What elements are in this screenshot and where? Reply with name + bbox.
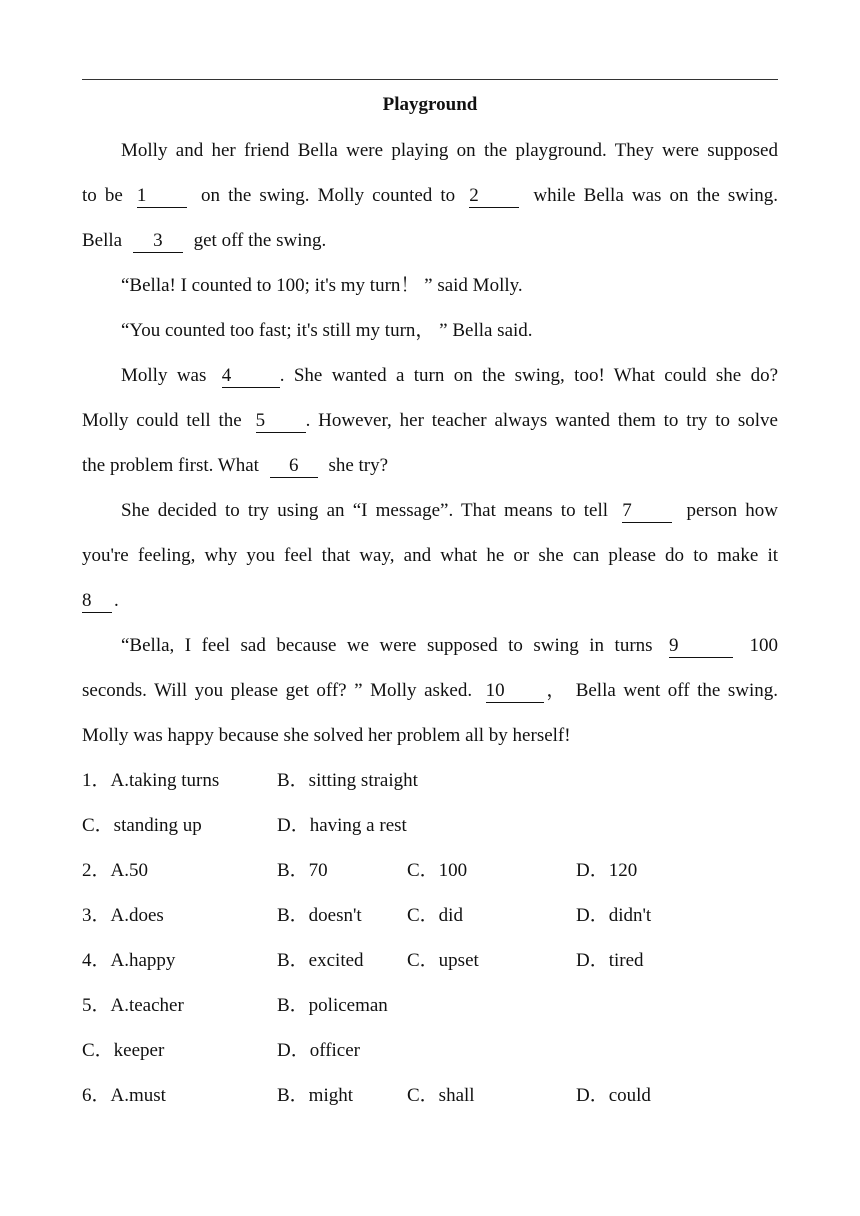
option-row	[82, 1028, 778, 1073]
paragraph-line	[82, 533, 778, 578]
blank-1: 1	[137, 185, 187, 208]
paragraph-line	[82, 578, 778, 623]
text: She decided to try using an “I message”. That means to tell	[121, 500, 609, 521]
paragraph-line	[82, 488, 778, 533]
blank-7: 7	[622, 500, 672, 523]
option-row	[82, 893, 778, 938]
text: . However, her teacher always wanted them to try to solve	[305, 410, 778, 431]
blank-9: 9	[669, 635, 733, 658]
option: 1．A.taking turns	[82, 770, 220, 791]
option: B．70	[277, 860, 328, 881]
option: B．doesn't	[277, 905, 362, 926]
text: 100	[749, 635, 779, 656]
option: C．100	[407, 860, 468, 881]
text: Molly could tell the	[82, 410, 242, 431]
text: “Bella! I counted to 100; it's my turn！ ” said Molly.	[121, 275, 523, 296]
option: B．might	[277, 1085, 354, 1106]
option: D．having a rest	[277, 815, 407, 836]
blank-10: 10	[486, 680, 544, 703]
text: seconds. Will you please get off? ” Molly asked.	[82, 680, 473, 701]
blank-5: 5	[256, 410, 306, 433]
text: . She wanted a turn on the swing, too! What could she do?	[279, 365, 779, 386]
option: D．could	[576, 1085, 651, 1106]
option-row	[82, 848, 778, 893]
answer-options	[82, 758, 778, 1118]
blank-4: 4	[222, 365, 280, 388]
option: 2．A.50	[82, 860, 148, 881]
option: C．standing up	[82, 815, 202, 836]
option: 4．A.happy	[82, 950, 176, 971]
option: C．upset	[407, 950, 479, 971]
text: Bella	[82, 230, 123, 251]
blank-3: 3	[133, 230, 183, 253]
text: person how	[686, 500, 779, 521]
option: D．didn't	[576, 905, 652, 926]
header-rule	[82, 79, 778, 80]
text: on the swing. Molly counted to	[201, 185, 456, 206]
paragraph-line	[82, 128, 778, 173]
option-row	[82, 758, 778, 803]
option: B．sitting straight	[277, 770, 418, 791]
option: D．120	[576, 860, 638, 881]
option: D．officer	[277, 1040, 361, 1061]
paragraph-line	[82, 668, 778, 713]
option: D．tired	[576, 950, 644, 971]
blank-2: 2	[469, 185, 519, 208]
text: .	[114, 590, 119, 611]
option-row	[82, 1073, 778, 1118]
paragraph-line	[82, 443, 778, 488]
option-row	[82, 938, 778, 983]
option: 3．A.does	[82, 905, 164, 926]
paragraph-line	[82, 308, 778, 353]
text: to be	[82, 185, 123, 206]
paragraph-line	[82, 173, 778, 218]
option: 6．A.must	[82, 1085, 166, 1106]
paragraph-line	[82, 398, 778, 443]
paragraph-line	[82, 218, 778, 263]
option: C．shall	[407, 1085, 475, 1106]
passage-title: Playground	[382, 94, 478, 115]
option: B．policeman	[277, 995, 388, 1016]
blank-8: 8	[82, 590, 112, 613]
text: “Bella, I feel sad because we were supposed to swing in turns	[121, 635, 653, 656]
text: get off the swing.	[193, 230, 327, 251]
blank-6: 6	[270, 455, 318, 478]
text: you're feeling, why you feel that way, and what he or she can please do to make it	[82, 545, 778, 566]
paragraph-line	[82, 713, 778, 758]
text: “You counted too fast; it's still my turn， ” Bella said.	[121, 320, 533, 341]
option: 5．A.teacher	[82, 995, 184, 1016]
paragraph-line	[82, 353, 778, 398]
paragraph-line	[82, 263, 778, 308]
option: B．excited	[277, 950, 364, 971]
paragraph-line	[82, 623, 778, 668]
text: Molly was	[121, 365, 207, 386]
option: C．keeper	[82, 1040, 165, 1061]
text: ， Bella went off the swing.	[543, 680, 778, 701]
text: the problem first. What	[82, 455, 259, 476]
text: while Bella was on the swing.	[533, 185, 779, 206]
text: she try?	[328, 455, 389, 476]
option: C．did	[407, 905, 463, 926]
text: Molly and her friend Bella were playing on the playground. They were supposed	[121, 140, 778, 161]
text: Molly was happy because she solved her problem all by herself!	[82, 725, 571, 746]
option-row	[82, 983, 778, 1028]
option-row	[82, 803, 778, 848]
